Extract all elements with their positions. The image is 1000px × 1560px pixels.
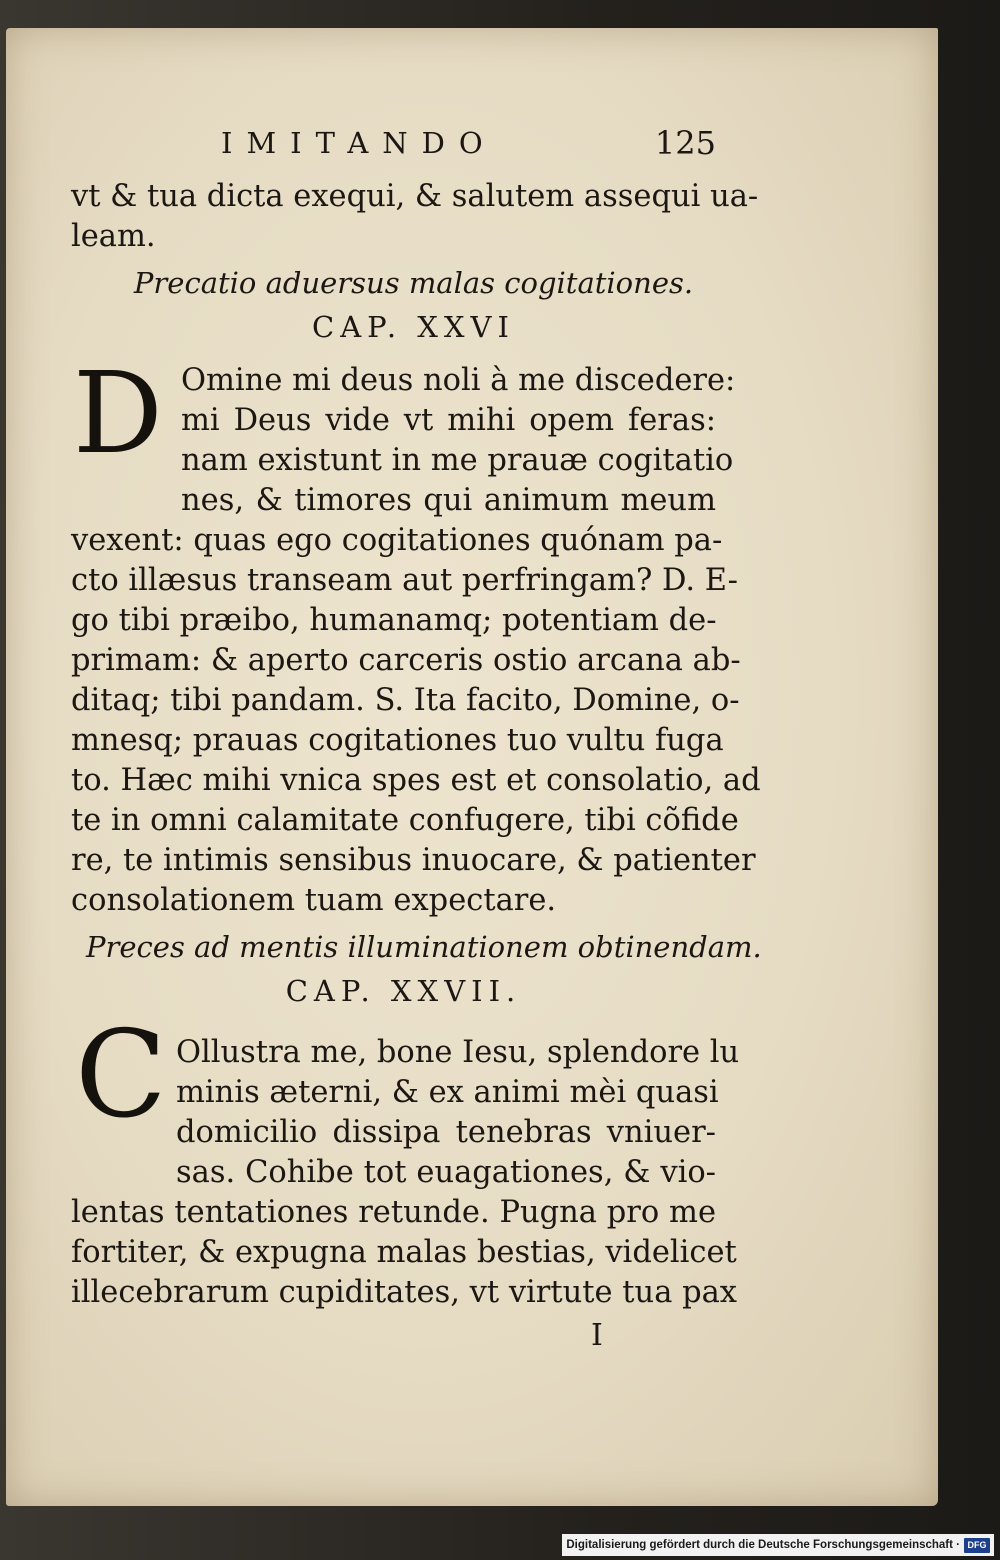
chapter-26-line-8: primam: & aperto carceris ostio arcana ab- bbox=[71, 643, 741, 678]
chapter-27-line-6: fortiter, & expugna malas bestias, videlicet bbox=[71, 1235, 737, 1270]
carryover-line-2: leam. bbox=[71, 219, 156, 254]
page-number: 125 bbox=[654, 124, 716, 162]
running-title: IMITANDO bbox=[221, 126, 497, 160]
chapter-27-line-2: minis æterni, & ex animi mèi quasi bbox=[176, 1075, 719, 1110]
chapter-27-line-5: lentas tentationes retunde. Pugna pro me bbox=[71, 1195, 716, 1230]
catchword: I bbox=[591, 1318, 603, 1353]
chapter-26-line-13: re, te intimis sensibus inuocare, & patienter bbox=[71, 843, 756, 878]
chapter-27-line-4: sas. Cohibe tot euagationes, & vio- bbox=[176, 1155, 716, 1190]
chapter-27-line-3: domicilio dissipa tenebras vniuer- bbox=[176, 1115, 716, 1150]
chapter-27-line-7: illecebrarum cupiditates, vt virtute tua pax bbox=[71, 1275, 737, 1310]
chapter-26-line-12: te in omni calamitate confugere, tibi cõfide bbox=[71, 803, 739, 838]
chapter-27-number: CAP. XXVII. bbox=[285, 974, 522, 1008]
page-header bbox=[71, 126, 716, 176]
chapter-27-dropcap: C bbox=[75, 1006, 167, 1145]
dfg-logo: DFG bbox=[964, 1538, 990, 1553]
chapter-26-line-10: mnesq; prauas cogitationes tuo vultu fuga bbox=[71, 723, 724, 758]
chapter-26-number: CAP. XXVI bbox=[312, 310, 515, 344]
chapter-26-line-6: cto illæsus transeam aut perfringam? D. E- bbox=[71, 563, 738, 598]
chapter-26-dropcap: D bbox=[73, 349, 163, 479]
chapter-26-line-11: to. Hæc mihi vnica spes est et consolatio, ad bbox=[71, 763, 761, 798]
chapter-27-line-1: Ollustra me, bone Iesu, splendore lu bbox=[176, 1035, 740, 1070]
chapter-26-line-7: go tibi præibo, humanamq; potentiam de- bbox=[71, 603, 717, 638]
chapter-26-line-1: Omine mi deus noli à me discedere: bbox=[181, 363, 736, 398]
chapter-26-line-9: ditaq; tibi pandam. S. Ita facito, Domine, o- bbox=[71, 683, 740, 718]
chapter-26-line-4: nes, & timores qui animum meum bbox=[181, 483, 716, 518]
chapter-26-heading: Precatio aduersus malas cogitationes. bbox=[133, 266, 694, 300]
chapter-26-line-5: vexent: quas ego cogitationes quónam pa- bbox=[71, 523, 723, 558]
chapter-26-line-14: consolationem tuam expectare. bbox=[71, 883, 557, 918]
book-page bbox=[6, 28, 938, 1506]
credit-text: Digitalisierung gefördert durch die Deutsche Forschungsgemeinschaft · bbox=[566, 1539, 960, 1551]
digitization-credit bbox=[562, 1534, 994, 1556]
chapter-26-line-2: mi Deus vide vt mihi opem feras: bbox=[181, 403, 716, 438]
chapter-26-line-3: nam existunt in me prauæ cogitatio bbox=[181, 443, 734, 478]
carryover-line-1: vt & tua dicta exequi, & salutem assequi ua- bbox=[71, 179, 759, 214]
chapter-27-heading: Preces ad mentis illuminationem obtinendam. bbox=[86, 930, 762, 964]
